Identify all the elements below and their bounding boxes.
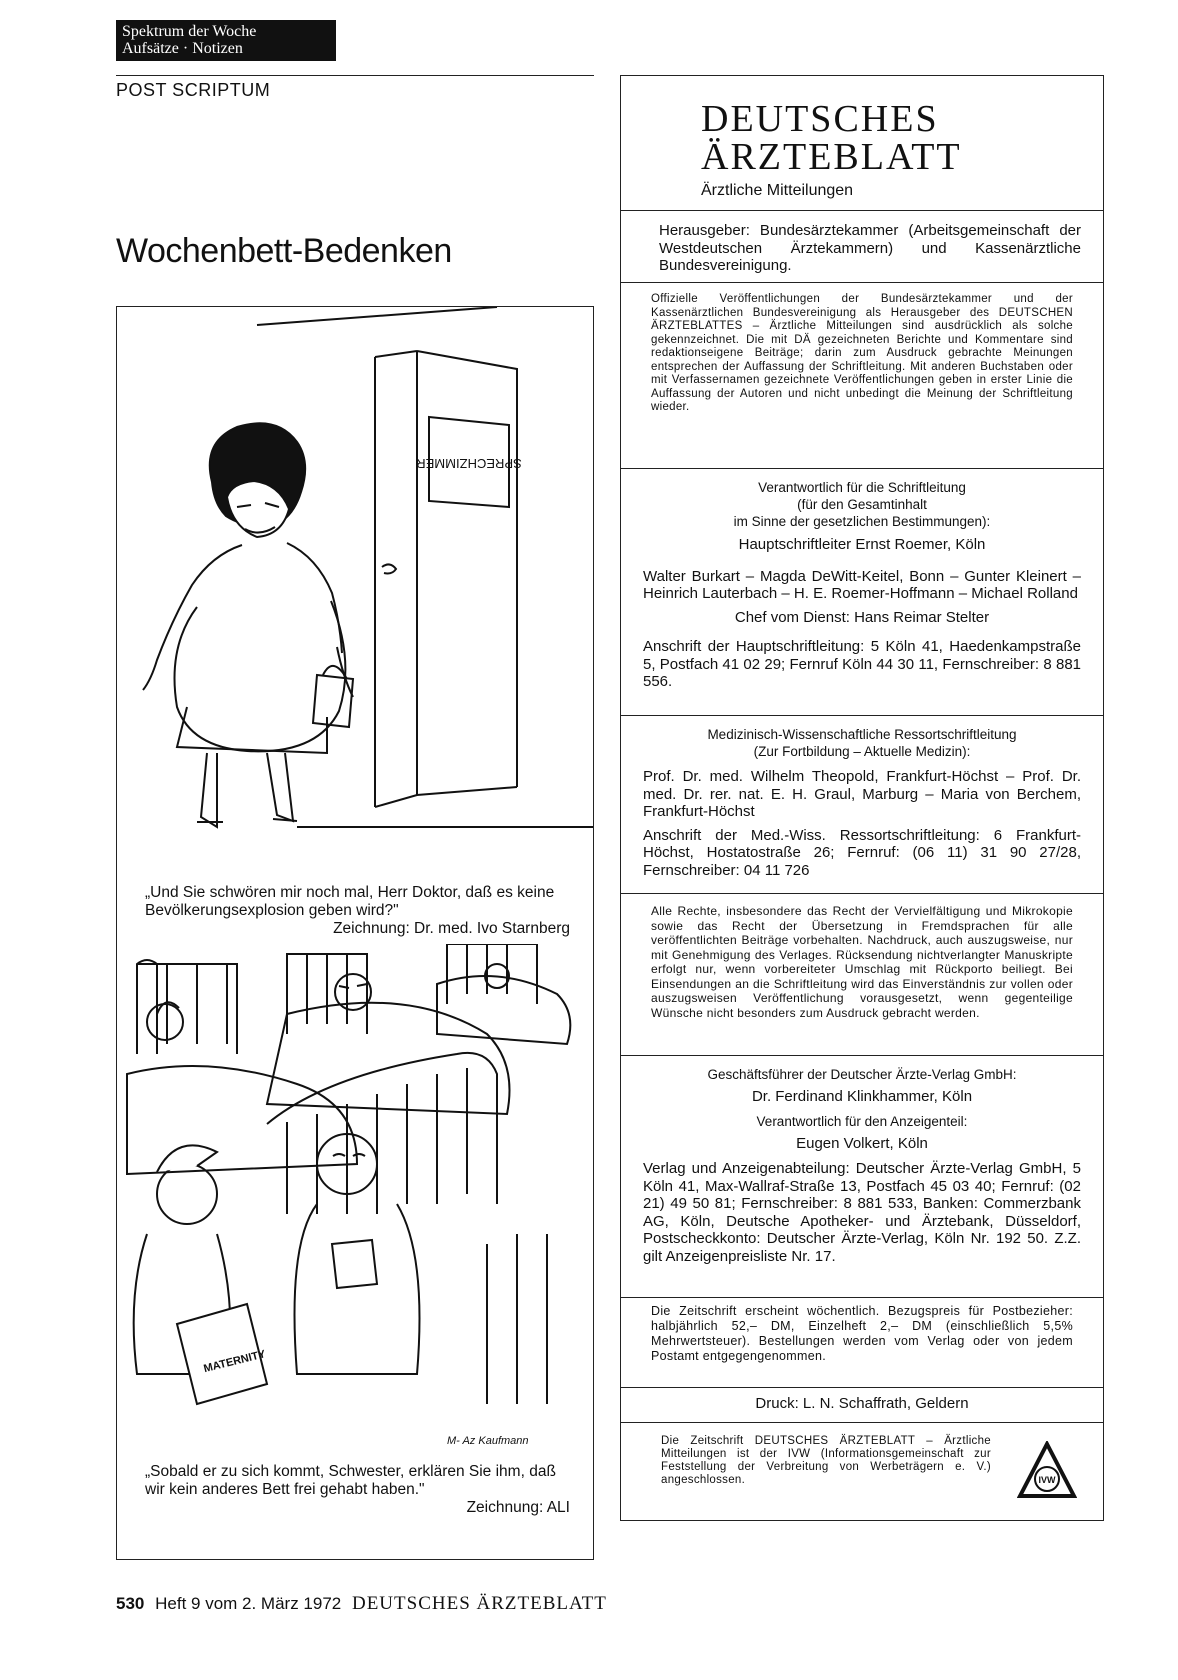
section-tag [116,20,336,61]
publisher-address: Verlag und Anzeigenabteilung: Deutscher Ärzte-Verlag GmbH, 5 Köln 41, Max-Wallraf-Straße 13, Postfach 45 03 40; Fernruf: (02 21) 49 50 81; Fernschreiber: 8 881 533, Banken: Commerzbank AG, Köln, Deutsche Apotheker- und Ärztebank, Düsseldorf, Postscheckkonto: Deutscher Ärzte-Verlag, Köln Nr. 192 50. Z.Z. gilt Anzeigenpreisliste Nr. 17. [643,1160,1081,1265]
editorial-address: Anschrift der Hauptschriftleitung: 5 Köln 41, Haedenkampstraße 5, Postfach 41 02 29; Fernruf Köln 44 30 11, Fernschreiber: 8 881 556. [643,638,1081,690]
editorial-heading1: Verantwortlich für die Schriftleitung [758,480,966,495]
ivw-text: Die Zeitschrift DEUTSCHES ÄRZTEBLATT – Ärztliche Mitteilungen ist der IVW (Informationsgemeinschaft zur Feststellung der Verbreitung von Werbeträgern e. V.) angeschlossen. [661,1435,991,1486]
footer-magazine: DEUTSCHES ÄRZTEBLATT [351,1593,607,1614]
editorial-chef-dienst: Chef vom Dienst: Hans Reimar Stelter [734,608,990,626]
cartoon1-credit: Zeichnung: Dr. med. Ivo Starnberg [333,920,570,937]
official-note-text: Offizielle Veröffentlichungen der Bundesärztekammer und der Kassenärztlichen Bundesvereinigung als Herausgeber des DEUTSCHEN ÄRZTEBLATTES – Ärztliche Mitteilungen sind ausdrücklich als solche gekennzeichnet. Die mit DÄ gezeichneten Berichte und Kommentare sind redaktionseigene Beiträge; darin zum Ausdruck gebrachte Meinungen entsprechen der Auffassung der Schriftleitung. Mit anderen Buchstaben oder mit Verfassernamen gezeichnete Veröffentlichungen geben in erster Linie die Auffassung der Autoren und nicht unbedingt die Meinung der Schriftleitung wieder. [651,293,1073,413]
masthead-box [620,75,1104,211]
cartoon-hospital-ward [117,944,593,1454]
print-text: Druck: L. N. Schaffrath, Geldern [755,1395,969,1412]
cartoon2-credit: Zeichnung: ALI [466,1499,570,1516]
editorial-chief: Hauptschriftleiter Ernst Roemer, Köln [738,536,986,553]
publisher-box [620,211,1104,283]
publisher-info-box [620,1056,1104,1298]
cartoon2-caption: „Sobald er zu sich kommt, Schwester, erklären Sie ihm, daß wir kein anderes Bett frei gehabt haben." [145,1463,556,1498]
artist-signature: M- Az Kaufmann [447,1435,529,1447]
editorial-staff: Walter Burkart – Magda DeWitt-Keitel, Bonn – Gunter Kleinert – Heinrich Lauterbach – H. E. Roemer-Hoffmann – Michael Rolland [643,567,1081,602]
medical-names: Prof. Dr. med. Wilhelm Theopold, Frankfurt-Höchst – Prof. Dr. med. Dr. rer. nat. E. H. Graul, Marburg – Maria von Berchem, Frankfurt-Höchst [643,768,1081,820]
editorial-heading3: im Sinne der gesetzlichen Bestimmungen): [733,514,991,529]
gf-name: Dr. Ferdinand Klinkhammer, Köln [751,1087,973,1105]
section-tag-line1: Spektrum der Woche [122,23,257,40]
page-number: 530 [116,1594,145,1613]
rights-text: Alle Rechte, insbesondere das Recht der Vervielfältigung und Mikrokopie sowie das Recht der Übersetzung in Fremdsprachen für alle veröffentlichten Beiträge vorbehalten. Nachdruck, auch auszugsweise, nur mit Genehmigung des Verlages. Rücksendung nichtverlangter Manuskripte erfolgt nur, wenn vorbereiteter Umschlag mit Rückporto beiliegt. Bei Einsendungen an die Schriftleitung wird das Einverständnis zur vollen oder auszugsweisen Veröffentlichung vorausgesetzt, wenn gegenteilige Wünsche nicht besonders zum Ausdruck gebracht werden. [651,904,1073,1020]
masthead-subtitle: Ärztliche Mitteilungen [701,182,854,199]
ivw-box [620,1423,1104,1521]
subscription-text: Die Zeitschrift erscheint wöchentlich. Bezugspreis für Postbezieher: halbjährlich 52,– DM, Einzelheft 2,– DM (einschließlich 5,5% Mehrwertsteuer). Bestellungen werden vom Verlag oder von jedem Postamt entgegengenommen. [651,1304,1073,1363]
clipboard-label: MATERNITY [202,1348,267,1376]
medical-heading2: (Zur Fortbildung – Aktuelle Medizin): [753,744,971,759]
medical-heading1: Medizinisch-Wissenschaftliche Ressortschriftleitung [707,727,1017,742]
page-title: Wochenbett-Bedenken [116,232,452,270]
header-rule [116,75,594,76]
section-tag-line2: Aufsätze · Notizen [122,40,243,57]
issue-info: Heft 9 vom 2. März 1972 [155,1594,342,1613]
ads-heading: Verantwortlich für den Anzeigenteil: [756,1114,968,1129]
cartoon1-caption-block [145,884,570,938]
subscription-box [620,1298,1104,1388]
door-sign-text: SPRECHZIMMER [416,456,522,471]
masthead-title-line2: ÄRZTEBLATT [701,136,962,178]
masthead-title-line1: DEUTSCHES [701,98,939,140]
ads-name: Eugen Volkert, Köln [796,1134,928,1152]
publisher-text: Herausgeber: Bundesärztekammer (Arbeitsgemeinschaft der Westdeutschen Ärztekammern) und Kassenärztliche Bundesvereinigung. [659,222,1081,274]
cartoon-pregnant-woman [117,307,593,867]
page-footer [116,1593,607,1615]
medical-box [620,716,1104,894]
cartoon2-caption-block [145,1463,570,1517]
cartoon1-caption: „Und Sie schwören mir noch mal, Herr Doktor, daß es keine Bevölkerungsexplosion geben wird?" [145,884,555,919]
official-note-box [620,283,1104,469]
ivw-logo-text: IVW [1038,1475,1056,1485]
ivw-logo-icon [1017,1441,1077,1499]
gf-heading: Geschäftsführer der Deutscher Ärzte-Verlag GmbH: [707,1067,1017,1082]
medical-address: Anschrift der Med.-Wiss. Ressortschriftleitung: 6 Frankfurt-Höchst, Hostatostraße 26; Fernruf: (06 11) 31 90 27/28, Fernschreiber: 04 11 726 [643,826,1081,879]
print-box [620,1388,1104,1423]
ps-label: POST SCRIPTUM [116,80,271,100]
editorial-box [620,469,1104,716]
editorial-heading2: (für den Gesamtinhalt [797,497,927,512]
rights-box [620,894,1104,1056]
